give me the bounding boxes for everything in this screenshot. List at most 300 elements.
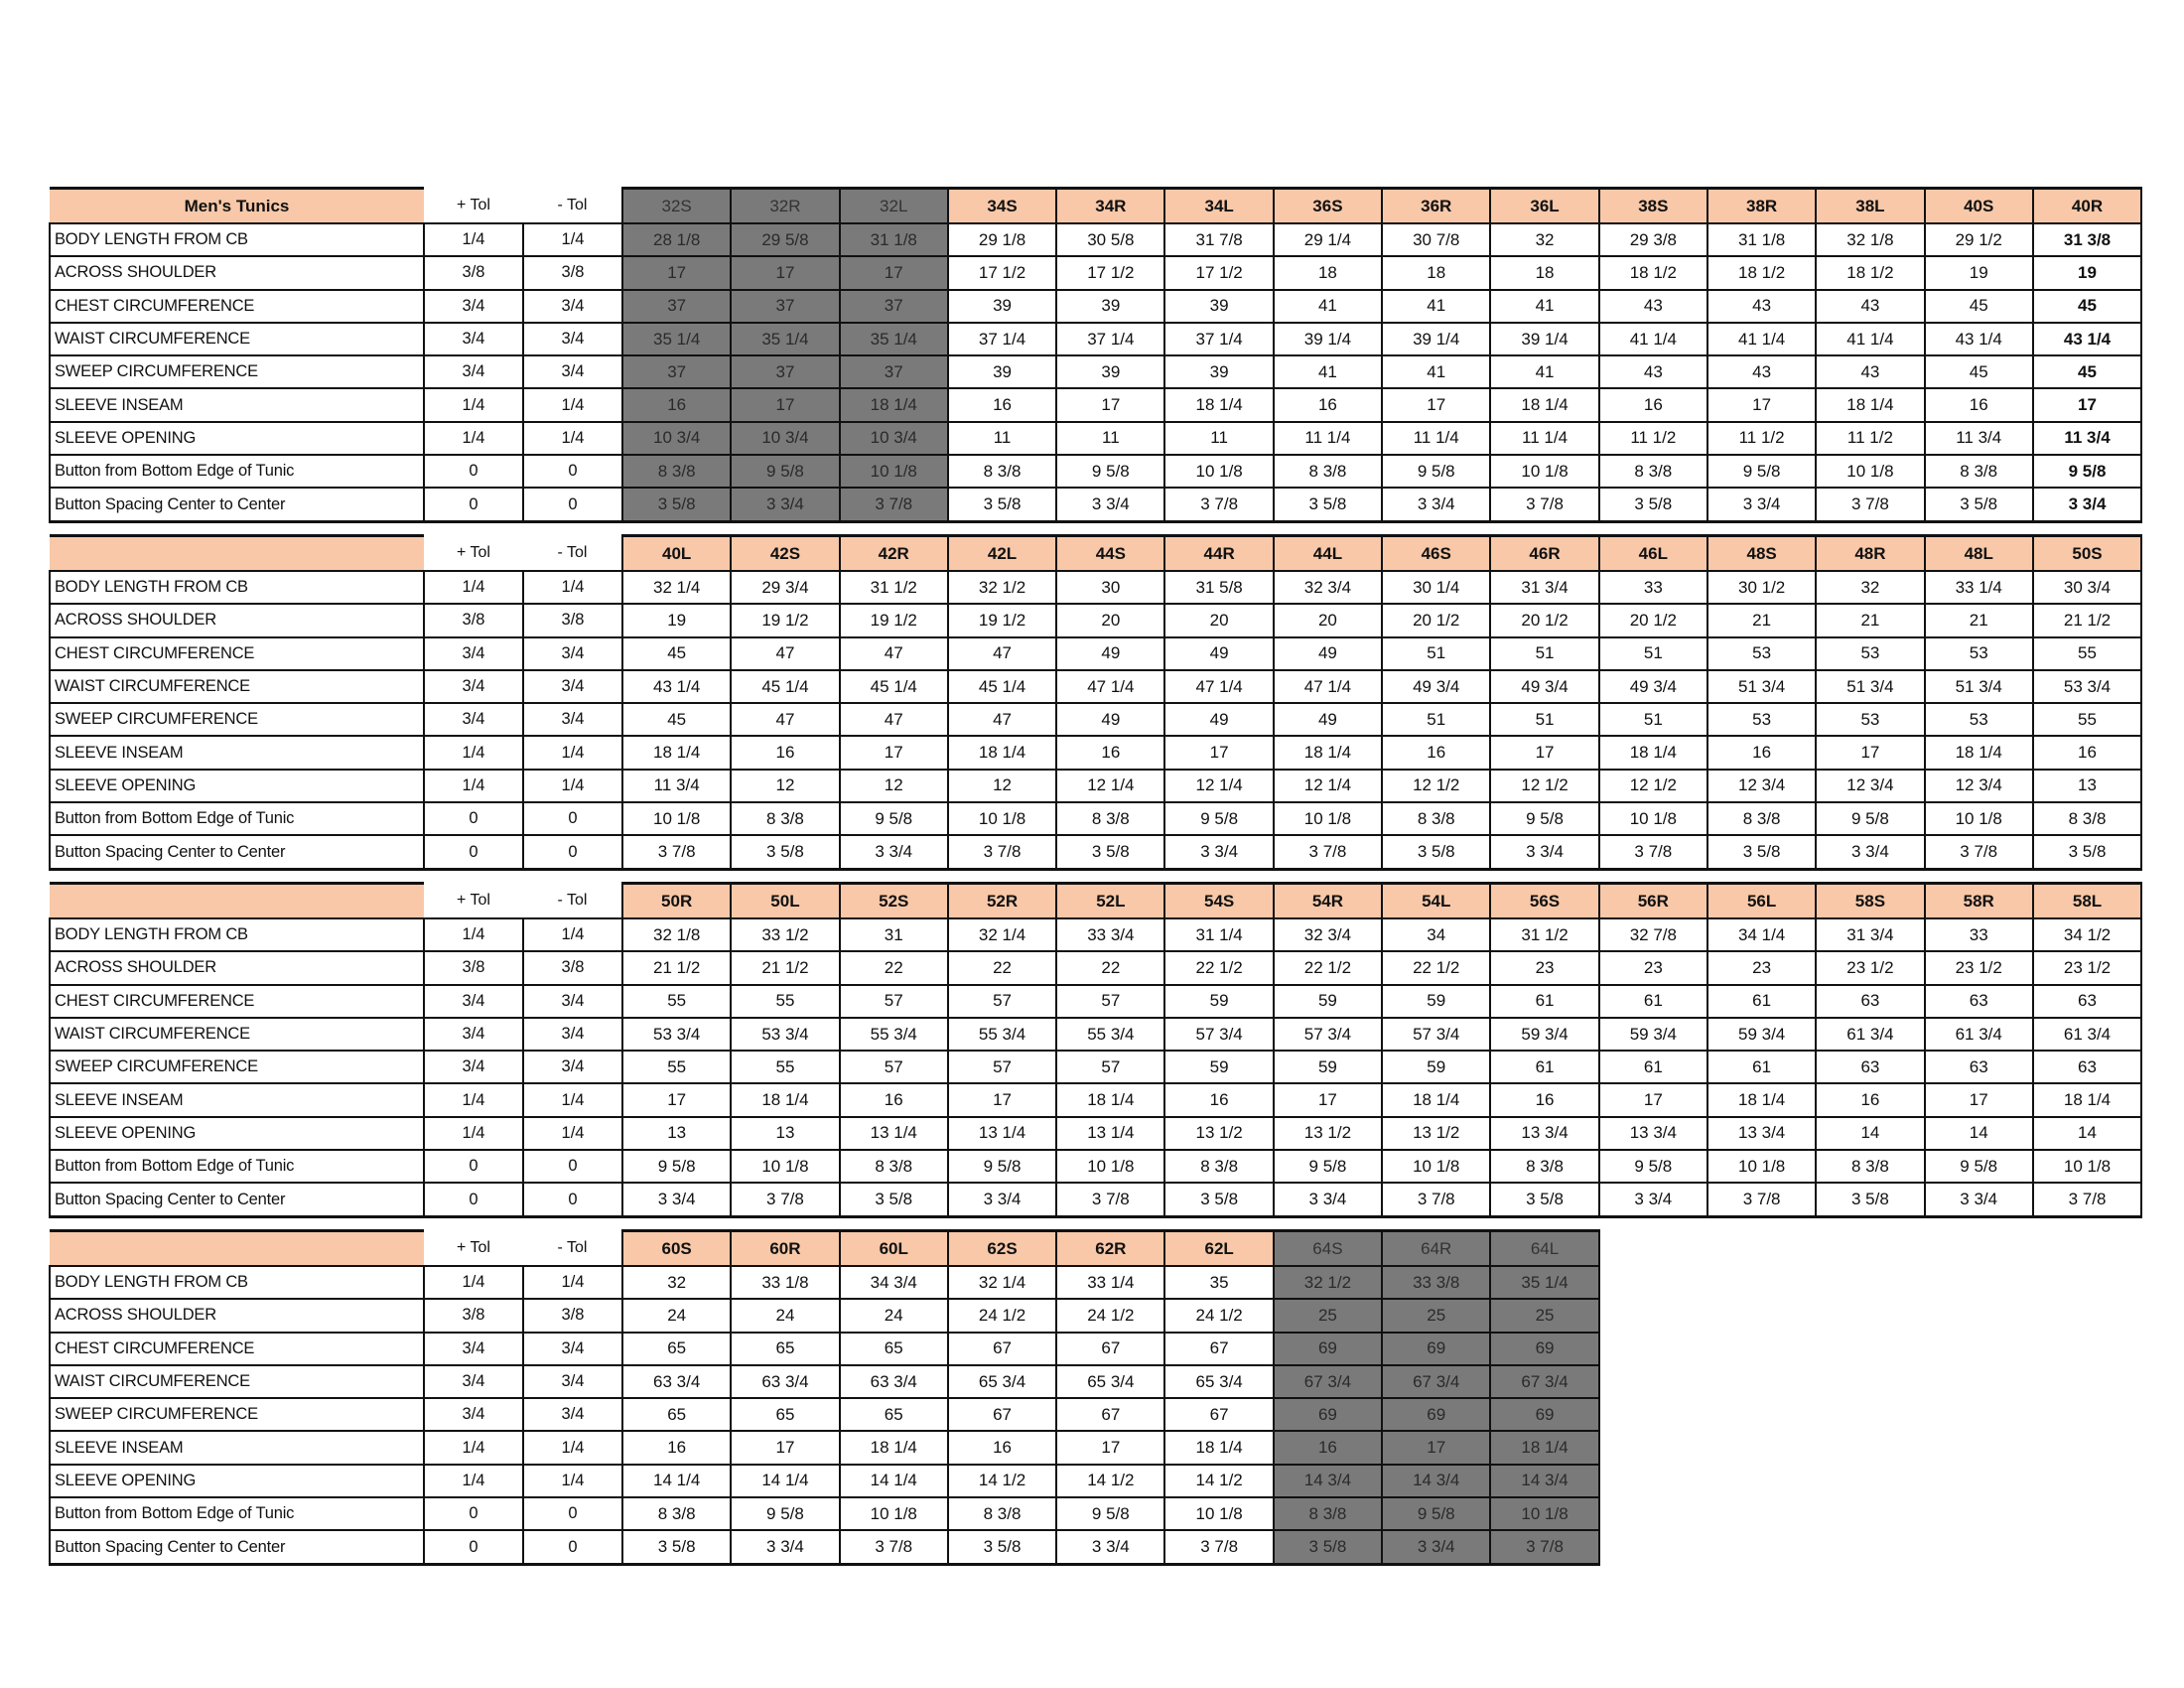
minus-tol-cell: 1/4 [523,1083,622,1116]
value-cell: 3 3/4 [1490,835,1598,869]
value-cell: 59 [1164,985,1273,1018]
value-cell: 12 1/4 [1274,770,1382,802]
value-cell: 47 1/4 [1164,670,1273,703]
value-cell: 21 [1707,604,1816,636]
value-cell: 31 1/8 [840,223,948,256]
value-cell: 33 3/4 [1056,918,1164,951]
value-cell: 3 3/4 [731,1530,839,1564]
minus-tol-cell: 0 [523,1497,622,1530]
value-cell: 11 1/4 [1490,422,1598,455]
table-row [50,604,2141,636]
plus-tol-cell: 3/8 [424,1299,523,1332]
value-cell: 59 [1274,985,1382,1018]
value-cell: 63 [1816,985,1924,1018]
value-cell: 17 [1816,736,1924,769]
value-cell: 14 1/2 [948,1465,1056,1497]
value-cell: 8 3/8 [948,1497,1056,1530]
value-cell: 16 [622,388,731,421]
table-row [50,488,2141,521]
value-cell: 39 1/4 [1382,323,1490,355]
value-cell: 29 1/8 [948,223,1056,256]
plus-tol-cell: 1/4 [424,1266,523,1299]
value-cell: 32 3/4 [1274,571,1382,604]
minus-tol-cell: 3/4 [523,1333,622,1365]
value-cell: 3 3/4 [1599,1183,1707,1216]
plus-tol-cell: 0 [424,1530,523,1564]
size-header: 40R [2033,189,2141,224]
value-cell: 65 [840,1333,948,1365]
value-cell: 61 [1599,985,1707,1018]
value-cell: 63 [1925,985,2033,1018]
minus-tol-header: - Tol [557,196,588,213]
value-cell: 32 1/4 [948,918,1056,951]
value-cell: 30 3/4 [2033,571,2141,604]
minus-tol-cell: 0 [523,1183,622,1216]
value-cell: 33 1/8 [731,1266,839,1299]
value-cell: 3 5/8 [948,488,1056,521]
value-cell: 61 [1707,985,1816,1018]
plus-tol-header: + Tol [457,543,490,561]
value-cell: 25 [1382,1299,1490,1332]
value-cell: 24 1/2 [1056,1299,1164,1332]
value-cell: 45 [2033,290,2141,323]
value-cell: 49 3/4 [1490,670,1598,703]
value-cell: 14 1/2 [1164,1465,1273,1497]
table-row [50,422,2141,455]
value-cell: 3 7/8 [622,835,731,869]
value-cell: 51 [1490,637,1598,670]
plus-tol-cell: 1/4 [424,918,523,951]
value-cell: 55 3/4 [1056,1018,1164,1051]
value-cell: 3 7/8 [1382,1183,1490,1216]
value-cell: 9 5/8 [1816,802,1924,835]
value-cell: 3 7/8 [1056,1183,1164,1216]
table-row [50,1183,2141,1216]
value-cell: 9 5/8 [1274,1150,1382,1183]
value-cell: 12 1/2 [1382,770,1490,802]
value-cell: 8 3/8 [1274,455,1382,488]
value-cell: 41 [1274,355,1382,388]
value-cell: 22 1/2 [1382,951,1490,984]
plus-tol-cell: 3/4 [424,1051,523,1083]
value-cell: 13 1/4 [840,1117,948,1150]
measurement-label: SLEEVE OPENING [50,1117,424,1150]
value-cell: 11 3/4 [1925,422,2033,455]
value-cell: 9 5/8 [731,455,839,488]
value-cell: 10 1/8 [731,1150,839,1183]
value-cell: 11 1/4 [1274,422,1382,455]
value-cell: 13 [622,1117,731,1150]
measurement-label: Button from Bottom Edge of Tunic [50,455,424,488]
value-cell: 13 3/4 [1490,1117,1598,1150]
value-cell: 12 3/4 [1925,770,2033,802]
value-cell: 10 1/8 [1490,1497,1598,1530]
value-cell: 67 3/4 [1490,1365,1598,1398]
value-cell: 14 1/4 [622,1465,731,1497]
plus-tol-cell: 3/4 [424,670,523,703]
value-cell: 3 7/8 [1164,488,1273,521]
value-cell: 69 [1274,1398,1382,1431]
value-cell: 9 5/8 [1382,455,1490,488]
measurement-label: CHEST CIRCUMFERENCE [50,637,424,670]
value-cell: 57 [948,985,1056,1018]
value-cell: 3 5/8 [1490,1183,1598,1216]
value-cell: 18 1/4 [731,1083,839,1116]
value-cell: 59 [1164,1051,1273,1083]
minus-tol-cell: 3/8 [523,951,622,984]
value-cell: 51 [1382,703,1490,736]
value-cell: 17 [1164,736,1273,769]
value-cell: 43 [1816,355,1924,388]
value-cell: 30 1/4 [1382,571,1490,604]
value-cell: 37 [622,355,731,388]
measurement-label: Button from Bottom Edge of Tunic [50,802,424,835]
value-cell: 18 1/4 [1164,1431,1273,1464]
value-cell: 9 5/8 [1056,1497,1164,1530]
minus-tol-cell: 1/4 [523,422,622,455]
size-header: 36R [1382,189,1490,224]
value-cell: 3 5/8 [1056,835,1164,869]
value-cell: 3 3/4 [840,835,948,869]
value-cell: 3 5/8 [1925,488,2033,521]
value-cell: 39 [948,290,1056,323]
value-cell: 3 5/8 [622,1530,731,1564]
value-cell: 18 1/4 [840,388,948,421]
label-header-cell [50,884,424,919]
value-cell: 69 [1274,1333,1382,1365]
value-cell: 11 1/2 [1707,422,1816,455]
value-cell: 69 [1382,1398,1490,1431]
value-cell: 69 [1490,1398,1598,1431]
value-cell: 12 3/4 [1707,770,1816,802]
value-cell: 34 [1382,918,1490,951]
value-cell: 17 [840,256,948,289]
value-cell: 3 7/8 [1490,1530,1598,1564]
value-cell: 3 5/8 [1707,835,1816,869]
table-row [50,736,2141,769]
value-cell: 10 3/4 [622,422,731,455]
value-cell: 16 [731,736,839,769]
value-cell: 53 [1925,637,2033,670]
value-cell: 11 1/2 [1599,422,1707,455]
value-cell: 28 1/8 [622,223,731,256]
minus-tol-cell: 3/8 [523,604,622,636]
value-cell: 13 1/4 [1056,1117,1164,1150]
value-cell: 45 [2033,355,2141,388]
plus-tol-cell: 3/4 [424,1333,523,1365]
value-cell: 39 1/4 [1274,323,1382,355]
value-cell: 20 1/2 [1382,604,1490,636]
value-cell: 8 3/8 [1056,802,1164,835]
value-cell: 67 [1164,1398,1273,1431]
measurement-label: BODY LENGTH FROM CB [50,918,424,951]
value-cell: 3 7/8 [1274,835,1382,869]
size-header: 54S [1164,884,1273,919]
value-cell: 22 [948,951,1056,984]
value-cell: 37 [731,290,839,323]
size-header: 60L [840,1231,948,1267]
value-cell: 3 5/8 [1164,1183,1273,1216]
value-cell: 32 1/8 [622,918,731,951]
table-row [50,290,2141,323]
size-header: 50S [2033,536,2141,572]
value-cell: 29 3/4 [731,571,839,604]
table-row [50,703,2141,736]
value-cell: 59 3/4 [1599,1018,1707,1051]
value-cell: 57 [840,1051,948,1083]
value-cell: 57 [1056,985,1164,1018]
value-cell: 55 [731,985,839,1018]
table-row [50,256,2141,289]
value-cell: 18 1/4 [1490,1431,1598,1464]
value-cell: 17 [2033,388,2141,421]
size-header: 56R [1599,884,1707,919]
value-cell: 35 1/4 [622,323,731,355]
value-cell: 31 3/8 [2033,223,2141,256]
value-cell: 53 [1925,703,2033,736]
table-row [50,323,2141,355]
plus-tol-header: + Tol [457,196,490,213]
value-cell: 47 1/4 [1056,670,1164,703]
value-cell: 32 [622,1266,731,1299]
value-cell: 47 [840,703,948,736]
value-cell: 3 3/4 [1056,488,1164,521]
size-header: 44S [1056,536,1164,572]
value-cell: 11 1/4 [1382,422,1490,455]
value-cell: 45 1/4 [731,670,839,703]
value-cell: 14 3/4 [1490,1465,1598,1497]
value-cell: 10 1/8 [1490,455,1598,488]
value-cell: 18 1/4 [1599,736,1707,769]
value-cell: 18 1/4 [2033,1083,2141,1116]
value-cell: 20 1/2 [1490,604,1598,636]
value-cell: 23 1/2 [1816,951,1924,984]
plus-tol-cell: 3/8 [424,256,523,289]
value-cell: 37 [622,290,731,323]
value-cell: 45 [622,703,731,736]
value-cell: 61 [1707,1051,1816,1083]
measurement-label: BODY LENGTH FROM CB [50,1266,424,1299]
value-cell: 47 [948,703,1056,736]
value-cell: 49 3/4 [1599,670,1707,703]
value-cell: 12 1/2 [1490,770,1598,802]
value-cell: 3 7/8 [1816,488,1924,521]
value-cell: 18 1/4 [1925,736,2033,769]
value-cell: 37 [840,355,948,388]
value-cell: 53 3/4 [622,1018,731,1051]
label-header-cell [50,1231,424,1267]
minus-tol-cell: 0 [523,1150,622,1183]
value-cell: 16 [622,1431,731,1464]
size-header: 48S [1707,536,1816,572]
table-row [50,1083,2141,1116]
measurement-label: SLEEVE OPENING [50,1465,424,1497]
value-cell: 3 3/4 [1816,835,1924,869]
value-cell: 11 3/4 [2033,422,2141,455]
value-cell: 8 3/8 [1816,1150,1924,1183]
value-cell: 45 [622,637,731,670]
minus-tol-cell: 3/4 [523,637,622,670]
label-header-cell [50,536,424,572]
value-cell: 24 1/2 [1164,1299,1273,1332]
value-cell: 53 [1707,703,1816,736]
value-cell: 10 1/8 [2033,1150,2141,1183]
measurement-label: ACROSS SHOULDER [50,604,424,636]
value-cell: 16 [2033,736,2141,769]
size-header: 34S [948,189,1056,224]
value-cell: 63 [1816,1051,1924,1083]
value-cell: 16 [1164,1083,1273,1116]
size-header: 56S [1490,884,1598,919]
value-cell: 8 3/8 [1382,802,1490,835]
value-cell: 67 [948,1398,1056,1431]
value-cell: 67 [948,1333,1056,1365]
value-cell: 14 3/4 [1274,1465,1382,1497]
value-cell: 45 [1925,355,2033,388]
value-cell: 55 [731,1051,839,1083]
value-cell: 23 1/2 [1925,951,2033,984]
value-cell: 55 3/4 [948,1018,1056,1051]
value-cell: 49 3/4 [1382,670,1490,703]
value-cell: 17 [1925,1083,2033,1116]
value-cell: 9 5/8 [1056,455,1164,488]
table-header-row [50,884,2141,919]
value-cell: 31 1/4 [1164,918,1273,951]
value-cell: 39 1/4 [1490,323,1598,355]
value-cell: 47 [731,637,839,670]
table-row [50,770,2141,802]
size-header: 32L [840,189,948,224]
value-cell: 31 1/2 [840,571,948,604]
value-cell: 63 3/4 [840,1365,948,1398]
measurement-label: SLEEVE INSEAM [50,736,424,769]
size-header: 52R [948,884,1056,919]
value-cell: 10 1/8 [948,802,1056,835]
value-cell: 35 [1164,1266,1273,1299]
value-cell: 12 1/4 [1056,770,1164,802]
value-cell: 9 5/8 [1490,802,1598,835]
value-cell: 69 [1382,1333,1490,1365]
value-cell: 53 [1816,703,1924,736]
table-header-row [50,536,2141,572]
value-cell: 21 1/2 [731,951,839,984]
value-cell: 43 1/4 [2033,323,2141,355]
value-cell: 10 1/8 [1056,1150,1164,1183]
value-cell: 41 1/4 [1816,323,1924,355]
plus-tol-cell: 3/8 [424,604,523,636]
size-header: 42L [948,536,1056,572]
value-cell: 53 3/4 [731,1018,839,1051]
table-row [50,1299,1599,1332]
value-cell: 12 1/4 [1164,770,1273,802]
value-cell: 12 [948,770,1056,802]
value-cell: 41 1/4 [1599,323,1707,355]
value-cell: 43 [1599,355,1707,388]
value-cell: 18 [1382,256,1490,289]
value-cell: 24 [622,1299,731,1332]
value-cell: 3 3/4 [1925,1183,2033,1216]
value-cell: 37 1/4 [948,323,1056,355]
measurement-label: Button Spacing Center to Center [50,1183,424,1216]
measurement-label: SWEEP CIRCUMFERENCE [50,1051,424,1083]
value-cell: 16 [1707,736,1816,769]
value-cell: 33 [1925,918,2033,951]
minus-tol-header: - Tol [557,891,588,909]
value-cell: 11 1/2 [1816,422,1924,455]
value-cell: 39 [1164,290,1273,323]
plus-tol-cell: 1/4 [424,388,523,421]
value-cell: 3 5/8 [1382,835,1490,869]
value-cell: 63 3/4 [731,1365,839,1398]
table-row [50,670,2141,703]
value-cell: 12 [840,770,948,802]
value-cell: 32 3/4 [1274,918,1382,951]
value-cell: 18 1/4 [1164,388,1273,421]
value-cell: 9 5/8 [1707,455,1816,488]
value-cell: 65 3/4 [1164,1365,1273,1398]
value-cell: 17 [622,1083,731,1116]
plus-tol-cell: 1/4 [424,736,523,769]
minus-tol-cell: 0 [523,488,622,521]
minus-tol-cell: 0 [523,1530,622,1564]
value-cell: 32 7/8 [1599,918,1707,951]
value-cell: 43 1/4 [1925,323,2033,355]
plus-tol-cell: 0 [424,488,523,521]
measurement-label: BODY LENGTH FROM CB [50,223,424,256]
plus-tol-cell: 0 [424,1497,523,1530]
value-cell: 16 [1382,736,1490,769]
value-cell: 23 [1599,951,1707,984]
size-header: 50L [731,884,839,919]
value-cell: 21 [1816,604,1924,636]
plus-tol-cell: 3/4 [424,1365,523,1398]
value-cell: 31 1/8 [1707,223,1816,256]
value-cell: 11 [1056,422,1164,455]
value-cell: 9 5/8 [1164,802,1273,835]
minus-tol-cell: 3/4 [523,323,622,355]
value-cell: 3 5/8 [622,488,731,521]
measurement-label: ACROSS SHOULDER [50,256,424,289]
size-header: 52S [840,884,948,919]
value-cell: 8 3/8 [1925,455,2033,488]
value-cell: 10 1/8 [1816,455,1924,488]
minus-tol-cell: 1/4 [523,1431,622,1464]
size-header: 36L [1490,189,1598,224]
value-cell: 3 7/8 [840,488,948,521]
plus-tol-cell: 3/4 [424,1398,523,1431]
minus-tol-cell: 0 [523,455,622,488]
table-row [50,355,2141,388]
value-cell: 9 5/8 [622,1150,731,1183]
size-table-1 [49,187,2142,523]
table-row [50,1018,2141,1051]
measurement-label: CHEST CIRCUMFERENCE [50,985,424,1018]
table-row [50,1333,1599,1365]
value-cell: 67 3/4 [1274,1365,1382,1398]
value-cell: 8 3/8 [840,1150,948,1183]
value-cell: 55 [2033,637,2141,670]
value-cell: 47 [731,703,839,736]
value-cell: 41 [1490,290,1598,323]
value-cell: 14 3/4 [1382,1465,1490,1497]
size-header: 36S [1274,189,1382,224]
plus-tol-header: + Tol [457,891,490,909]
plus-tol-cell: 1/4 [424,223,523,256]
value-cell: 33 [1599,571,1707,604]
value-cell: 33 1/4 [1056,1266,1164,1299]
value-cell: 18 1/4 [1490,388,1598,421]
value-cell: 34 1/2 [2033,918,2141,951]
